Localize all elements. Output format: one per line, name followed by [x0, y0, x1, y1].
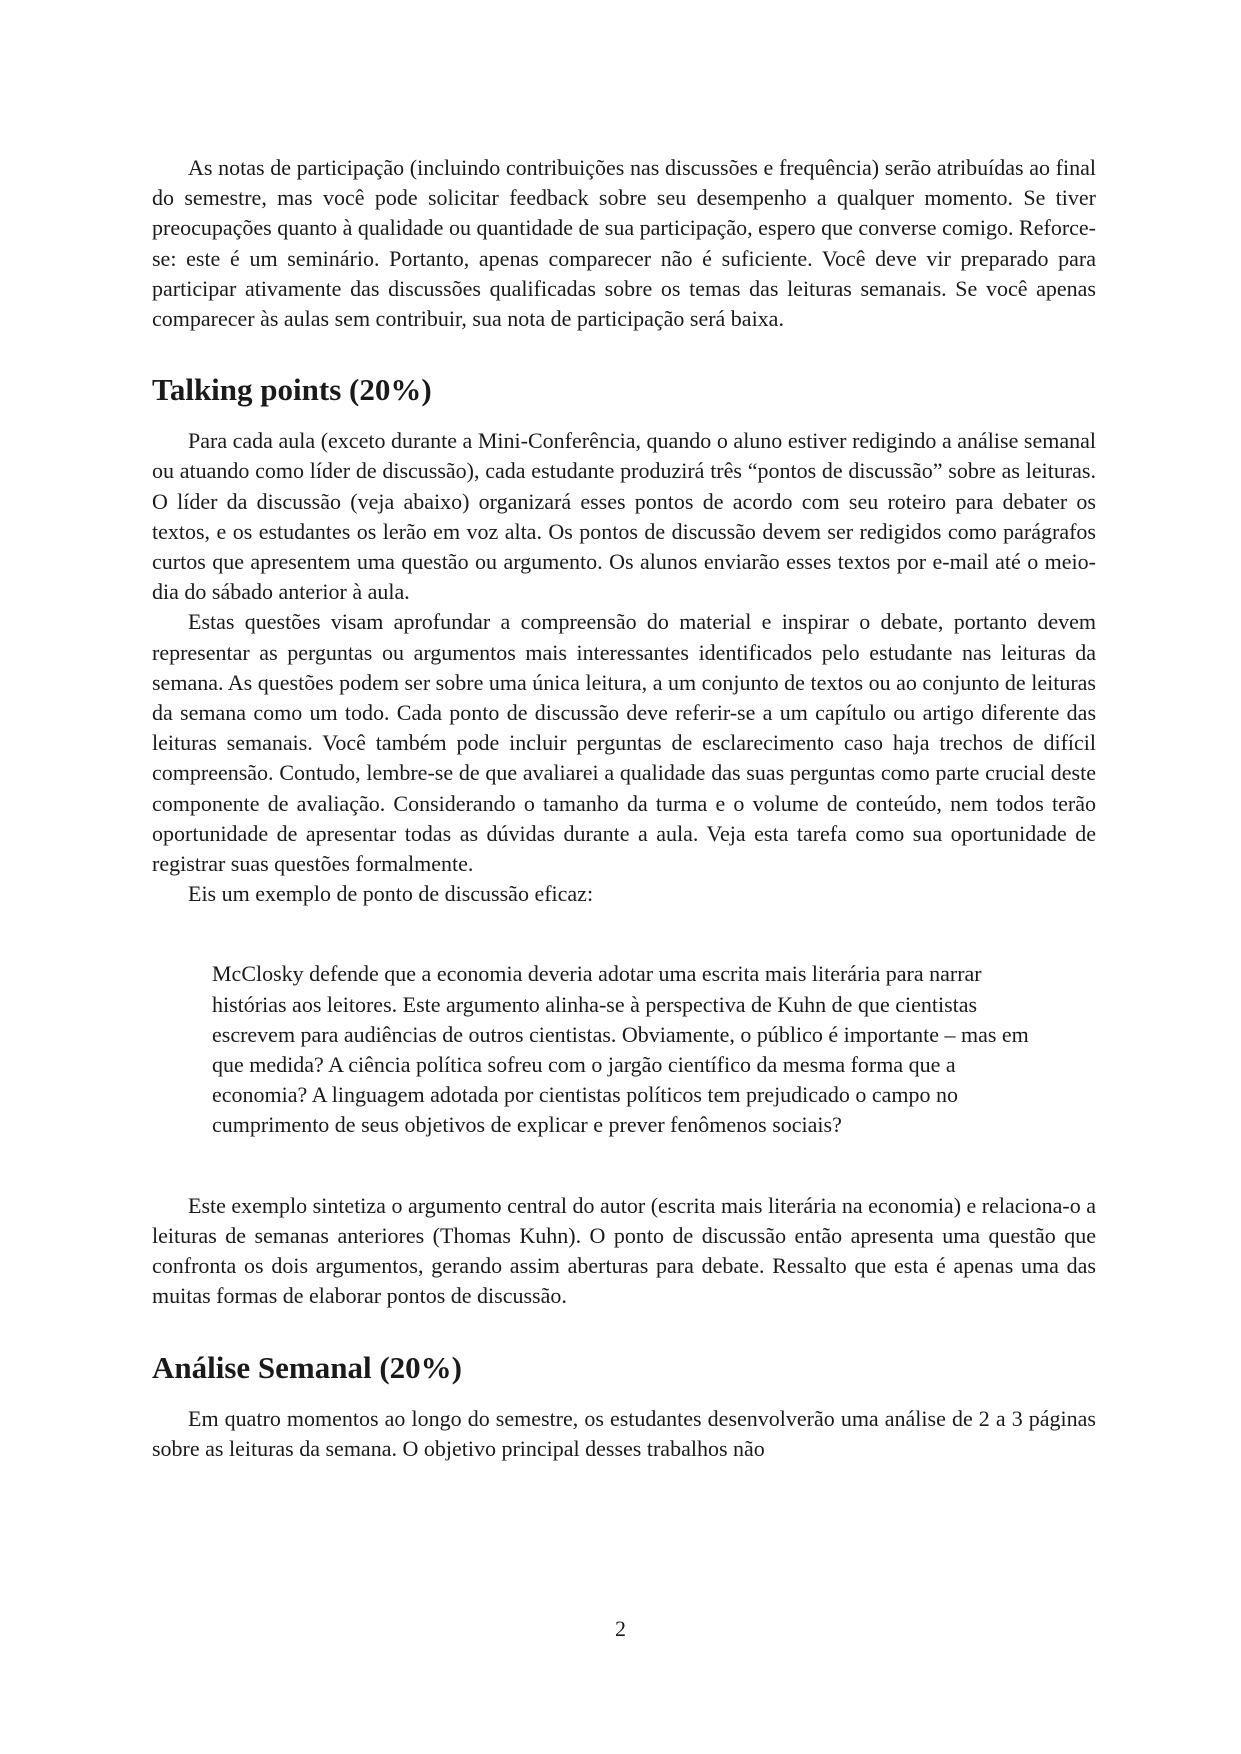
paragraph-example-explanation: Este exemplo sintetiza o argumento central do autor (escrita mais literária na economia) e relaciona-o a leituras de semanas anteriores (Thomas Kuhn). O ponto de discussão então apresenta uma questão que confronta os dois argumentos, gerando assim aberturas para debate. Ressalto que esta é apenas uma das muitas formas de elaborar pontos de discussão.: [152, 1192, 1096, 1309]
paragraph-talking-points-2: Estas questões visam aprofundar a compreensão do material e inspirar o debate, portanto devem representar as perguntas ou argumentos mais interessantes identificados pelo estudante nas leituras da semana. As questões podem ser sobre uma única leitura, a um conjunto de textos ou ao conjunto de leituras da semana como um todo. Cada ponto de discussão deve referir-se a um capítulo ou artigo diferente das leituras semanais. Você também pode incluir perguntas de esclarecimento caso haja trechos de difícil compreensão. Contudo, lembre-se de que avaliarei a qualidade das suas perguntas como parte crucial deste componente de avaliação. Considerando o tamanho da turma e o volume de conteúdo, nem todos terão oportunidade de apresentar todas as dúvidas durante a aula. Veja esta tarefa como sua oportunidade de registrar suas questões formalmente.: [152, 609, 1096, 877]
example-quote-block: [212, 959, 1036, 1140]
section-heading-talking-points: Talking points (20%): [152, 372, 432, 408]
example-quote-text: McClosky defende que a economia deveria adotar uma escrita mais literária para narrar histórias aos leitores. Este argumento alinha-se à perspectiva de Kuhn de que cientistas escrevem para audiências de outros cientistas. Obviamente, o público é importante – mas em que medida? A ciência política sofreu com o jargão científico da mesma forma que a economia? A linguagem adotada por cientistas políticos tem prejudicado o campo no cumprimento de seus objetivos de explicar e prever fenômenos sociais?: [212, 961, 1029, 1138]
paragraph-participation: As notas de participação (incluindo contribuições nas discussões e frequência) serão atribuídas ao final do semestre, mas você pode solicitar feedback sobre seu desempenho a qualquer momento. Se tiver preocupações quanto à qualidade ou quantidade de sua participação, espero que converse comigo. Reforce-se: este é um seminário. Portanto, apenas comparecer não é suficiente. Você deve vir preparado para participar ativamente das discussões qualificadas sobre os temas das leituras semanais. Se você apenas comparecer às aulas sem contribuir, sua nota de participação será baixa.: [152, 155, 1096, 332]
paragraph-weekly-analysis: Em quatro momentos ao longo do semestre, os estudantes desenvolverão uma análise de 2 a 3 páginas sobre as leituras da semana. O objetivo principal desses trabalhos não: [152, 1405, 1096, 1461]
section-heading-weekly-analysis: Análise Semanal (20%): [152, 1349, 462, 1385]
page-number: 2: [615, 1616, 626, 1641]
paragraph-talking-points-1: Para cada aula (exceto durante a Mini-Conferência, quando o aluno estiver redigindo a análise semanal ou atuando como líder de discussão), cada estudante produzirá três “pontos de discussão” sobre as leituras. O líder da discussão (veja abaixo) organizará esses pontos de acordo com seu roteiro para debater os textos, e os estudantes os lerão em voz alta. Os pontos de discussão devem ser redigidos como parágrafos curtos que apresentem uma questão ou argumento. Os alunos enviarão esses textos por e-mail até o meio-dia do sábado anterior à aula.: [152, 428, 1096, 605]
paragraph-talking-points-3: Eis um exemplo de ponto de discussão eficaz:: [188, 881, 594, 907]
document-page: [152, 153, 1096, 1464]
